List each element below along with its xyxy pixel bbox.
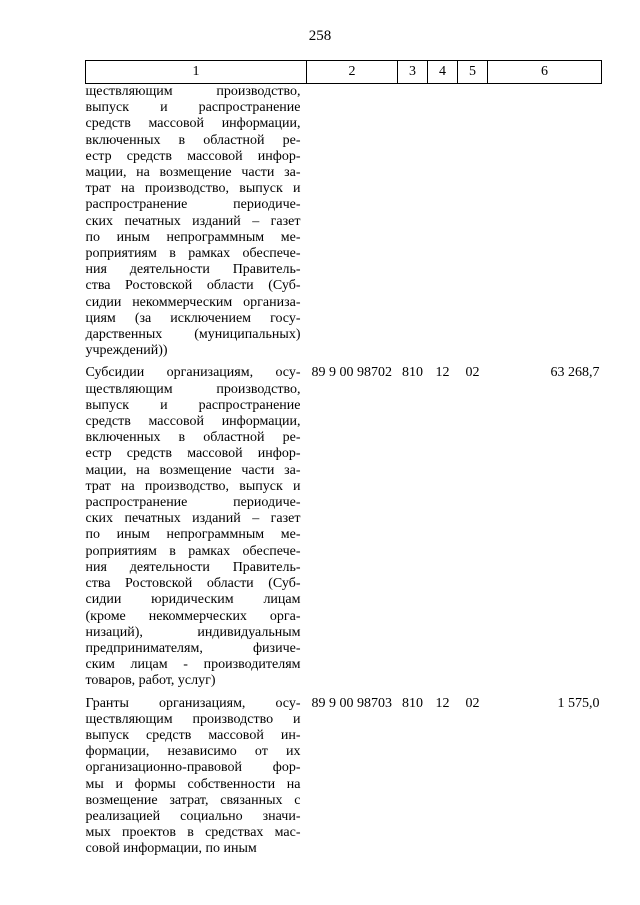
description-line: естр средств массовой инфор- (85, 148, 301, 164)
subsection (458, 84, 488, 366)
row-description (86, 365, 307, 695)
section: 12 (435, 695, 450, 711)
description-line: предпринимателям, физиче- (85, 640, 301, 656)
column-header-4: 4 (428, 61, 458, 84)
description-line: включенных в областной ре- (85, 132, 301, 148)
column-header-1: 1 (86, 61, 307, 84)
description-line: возмещение затрат, связанных с (85, 792, 301, 808)
section: 12 (435, 365, 450, 381)
description-line: учреждений)) (85, 343, 168, 359)
target-code: 89 9 00 98702 (311, 365, 392, 381)
budget-table (85, 60, 602, 858)
description-line: товаров, работ, услуг) (85, 673, 216, 689)
column-header-3: 3 (398, 61, 428, 84)
description-line: выпуск средств массовой ин- (85, 727, 301, 743)
description-line: трат на производство, выпуск и (85, 478, 301, 494)
table-row (86, 365, 602, 695)
description-line: мации, на возмещение части за- (85, 165, 301, 181)
description-line: мации, на возмещение части за- (85, 462, 301, 478)
row-description (86, 84, 307, 366)
description-line: ния деятельности Правитель- (85, 262, 301, 278)
description-line: (кроме некоммерческих орга- (85, 608, 301, 624)
section (428, 84, 458, 366)
description-line: ния деятельности Правитель- (85, 559, 301, 575)
description-line: мых проектов в средствах мас- (85, 825, 301, 841)
description-line: ским лицам - производителям (85, 657, 301, 673)
target-code: 89 9 00 98703 (311, 695, 392, 711)
description-line: ществляющим производство, (85, 381, 301, 397)
description-line: ществляющим производство, (85, 84, 301, 99)
description-line: ства Ростовской области (Суб- (85, 278, 301, 294)
row-description (86, 696, 307, 858)
expense-type: 810 (402, 365, 423, 381)
description-line: ществляющим производство и (85, 711, 301, 727)
page-number: 258 (308, 28, 332, 44)
description-line: реализацией социально значи- (85, 808, 301, 824)
target-code (307, 84, 398, 366)
description-line: ства Ростовской области (Суб- (85, 576, 301, 592)
description-line: распространение периодиче- (85, 495, 301, 511)
description-line: средств массовой информации, (85, 414, 301, 430)
description-line: выпуск и распространение (85, 397, 301, 413)
column-header-2: 2 (307, 61, 398, 84)
description-line: выпуск и распространение (85, 100, 301, 116)
subsection: 02 (465, 695, 480, 711)
description-line: формации, независимо от их (85, 744, 301, 760)
description-line: циям (за исключением госу- (85, 310, 301, 326)
expense-type: 810 (402, 695, 423, 711)
description-line: ских печатных изданий – газет (85, 213, 301, 229)
expense-type (398, 84, 428, 366)
description-line: включенных в областной ре- (85, 430, 301, 446)
description-line: распространение периодиче- (85, 197, 301, 213)
description-line: мы и формы собственности на (85, 776, 301, 792)
column-number-header-row (86, 61, 602, 84)
amount: 1 575,0 (557, 695, 600, 711)
description-line: сидии юридическим лицам (85, 592, 301, 608)
description-line: Гранты организациям, осу- (85, 695, 301, 711)
description-line: дарственных (муниципальных) (85, 327, 301, 343)
description-line: естр средств массовой инфор- (85, 446, 301, 462)
description-line: по иным непрограммным ме- (85, 527, 301, 543)
description-line: организационно-правовой фор- (85, 760, 301, 776)
table-row (86, 84, 602, 366)
amount: 63 268,7 (550, 365, 600, 381)
description-line: роприятиям в рамках обеспече- (85, 543, 301, 559)
amount (488, 84, 602, 366)
description-line: по иным непрограммным ме- (85, 229, 301, 245)
description-line: низаций), индивидуальным (85, 624, 301, 640)
description-line: трат на производство, выпуск и (85, 181, 301, 197)
column-header-5: 5 (458, 61, 488, 84)
description-line: ских печатных изданий – газет (85, 511, 301, 527)
column-header-6: 6 (488, 61, 602, 84)
description-line: совой информации, по иным (85, 841, 257, 857)
description-line: роприятиям в рамках обеспече- (85, 246, 301, 262)
description-line: Субсидии организациям, осу- (85, 365, 301, 381)
description-line: средств массовой информации, (85, 116, 301, 132)
description-line: сидии некоммерческим организа- (85, 294, 301, 310)
table-row (86, 696, 602, 858)
subsection: 02 (465, 365, 480, 381)
